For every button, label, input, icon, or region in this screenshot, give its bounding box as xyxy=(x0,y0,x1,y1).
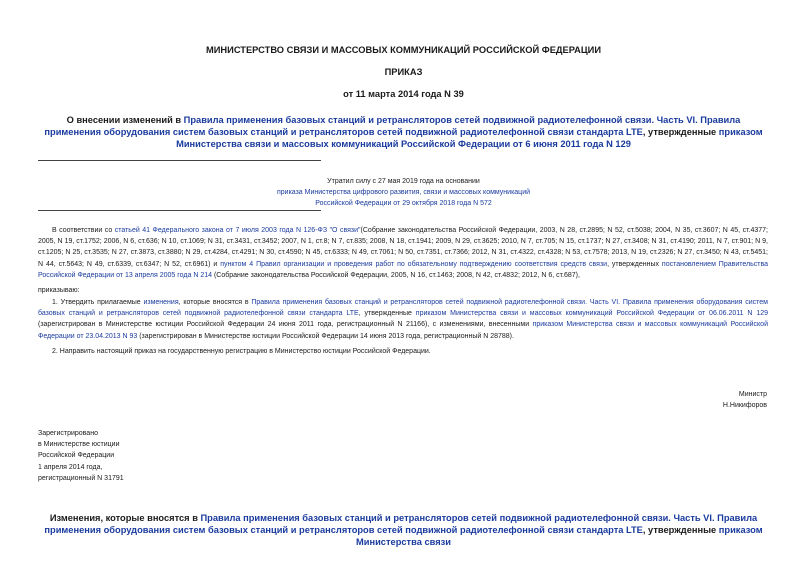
divider-top xyxy=(38,160,321,161)
item1-link-order-129[interactable]: приказом Министерства связи и массовых коммуникаций Российской Федерации от 06.06.2011 N 129 xyxy=(415,310,768,318)
basis-text-4: (Собрание законодательства Российской Федерации, 2005, N 16, ст.1463; 2008, N 42, ст.4832; 2012, N 6, ст.687), xyxy=(212,271,580,279)
ministry-heading: МИНИСТЕРСТВО СВЯЗИ И МАССОВЫХ КОММУНИКАЦИЙ РОССИЙСКОЙ ФЕДЕРАЦИИ xyxy=(206,45,601,55)
basis-link-rules-point[interactable]: пунктом 4 Правил организации и проведения работ по обязательному подтверждению соответствия средств связи xyxy=(220,260,608,268)
changes-text-1: Изменения, которые вносятся в xyxy=(49,513,201,523)
subject-middle: , утвержденные xyxy=(642,127,719,137)
changes-text-2: , утвержденные xyxy=(642,525,719,535)
order-word: приказываю: xyxy=(38,287,80,294)
item-2-paragraph: 2. Направить настоящий приказ на государственную регистрацию в Министерство юстиции Российской Федерации. xyxy=(52,348,431,355)
signature-block xyxy=(723,389,767,411)
item1-text-5: (зарегистрирован в Министерстве юстиции Российской Федерации 14 июня 2013 года, регистрационный N 28788). xyxy=(137,332,514,340)
item1-text-2: , которые вносятся в xyxy=(178,299,252,306)
basis-text-3: , утвержденных xyxy=(607,260,662,268)
signature-title: Министр xyxy=(738,391,767,398)
date-number-heading: от 11 марта 2014 года N 39 xyxy=(343,89,464,99)
subject-link-order[interactable]: приказом Министерства связи и массовых коммуникаций Российской Федерации от 6 июня 2011 года N 129 xyxy=(176,127,763,149)
registration-line-1: Зарегистрировано xyxy=(38,430,98,437)
registration-line-3: Российской Федерации xyxy=(38,452,115,460)
registration-line-5: регистрационный N 31791 xyxy=(38,474,124,482)
basis-text-1: В соответствии со xyxy=(52,227,115,234)
signature-name: Н.Никифоров xyxy=(722,402,767,409)
effect-notice xyxy=(240,176,567,209)
registration-line-4: 1 апреля 2014 года, xyxy=(38,463,103,471)
basis-link-law[interactable]: статьей 41 Федерального закона от 7 июля 2003 года N 126-ФЗ "О связи" xyxy=(114,227,361,234)
effect-line: Утратил силу с 27 мая 2019 года на основании xyxy=(327,178,480,185)
item1-text-3: , утвержденные xyxy=(358,310,416,318)
divider-bottom xyxy=(38,210,321,211)
doc-type-heading: ПРИКАЗ xyxy=(384,67,423,77)
item-1-paragraph xyxy=(38,297,768,342)
basis-link-government-decree[interactable]: постановлением Правительства Российской Федерации от 13 апреля 2005 года N 214 xyxy=(38,260,769,279)
changes-title xyxy=(30,512,777,548)
effect-link-line2[interactable]: Российской Федерации от 29 октября 2018 года N 572 xyxy=(315,200,492,207)
item1-text-4: (зарегистрирован в Министерстве юстиции Российской Федерации 24 июня 2011 года, регистрационный N 21166), с изменениями, внесенными xyxy=(38,321,533,329)
registration-block xyxy=(38,428,124,484)
subject-link-rules[interactable]: Правила применения базовых станций и ретрансляторов сетей подвижной радиотелефонной связи. Часть VI. Правила применения оборудования систем базовых станций и ретрансляторов сетей подвижной радиотелефонной связи стандарта LTE xyxy=(44,115,741,137)
subject-title xyxy=(40,114,767,150)
item1-link-rules[interactable]: Правила применения базовых станций и ретрансляторов сетей подвижной радиотелефонной связи. Часть VI. Правила применения оборудования систем базовых станций и ретрансляторов сетей подвижной радиотелефонной связи стандарта LTE xyxy=(38,299,768,318)
basis-text-2: (Собрание законодательства Российской Федерации, 2003, N 28, ст.2895; N 52, ст.5038; 2004, N 35, ст.3607; N 45, ст.4377; 2005, N 19, ст.1752; 2006, N 6, ст.636; N 10, ст.1069; N 31, ст.3431, ст.3452; 2007, N 1, ст.8; N 7, ст.835; 2008, N 18, ст.1941; 2009, N 29, ст.3625; 2010, N 7, ст.705; N 15, ст.1737; N 27, ст.3408; N 31, ст.4190; 2011, N 7, ст.901; N 9, ст.1205; N 25, ст.3535; N 27, ст.3873, ст.3880; N 29, ст.4284, ст.4291; N 30, ст.4590; N 45, ст.6333; N 49, ст.7061; N 50, ст.7351, ст.7366; 2012, N 31, ст.4322, ст.4328; N 53, ст.7578; 2013, N 19, ст.2326; N 27, ст.3450; N 43, ст.5451; N 44, ст.5643; N 49, ст.6339, ст.6347; N 52, ст.6961) и xyxy=(38,227,768,268)
item1-link-order-93[interactable]: приказом Министерства связи и массовых коммуникаций Российской Федерации от 23.04.2013 N 93 xyxy=(38,321,768,340)
changes-link-rules[interactable]: Правила применения базовых станций и ретрансляторов сетей подвижной радиотелефонной связи. Часть VI. Правила применения оборудования систем базовых станций и ретрансляторов сетей подвижной радиотелефонной связи стандарта LTE xyxy=(44,513,758,535)
subject-prefix: О внесении изменений в xyxy=(66,115,184,125)
basis-paragraph xyxy=(38,225,768,281)
effect-link-line1[interactable]: приказа Министерства цифрового развития, связи и массовых коммуникаций xyxy=(276,189,531,196)
registration-line-2: в Министерстве юстиции xyxy=(38,441,120,449)
changes-link-order[interactable]: приказом Министерства связи xyxy=(356,525,763,547)
item1-link-changes[interactable]: изменения xyxy=(143,299,179,306)
item1-text-1: 1. Утвердить прилагаемые xyxy=(52,299,144,306)
